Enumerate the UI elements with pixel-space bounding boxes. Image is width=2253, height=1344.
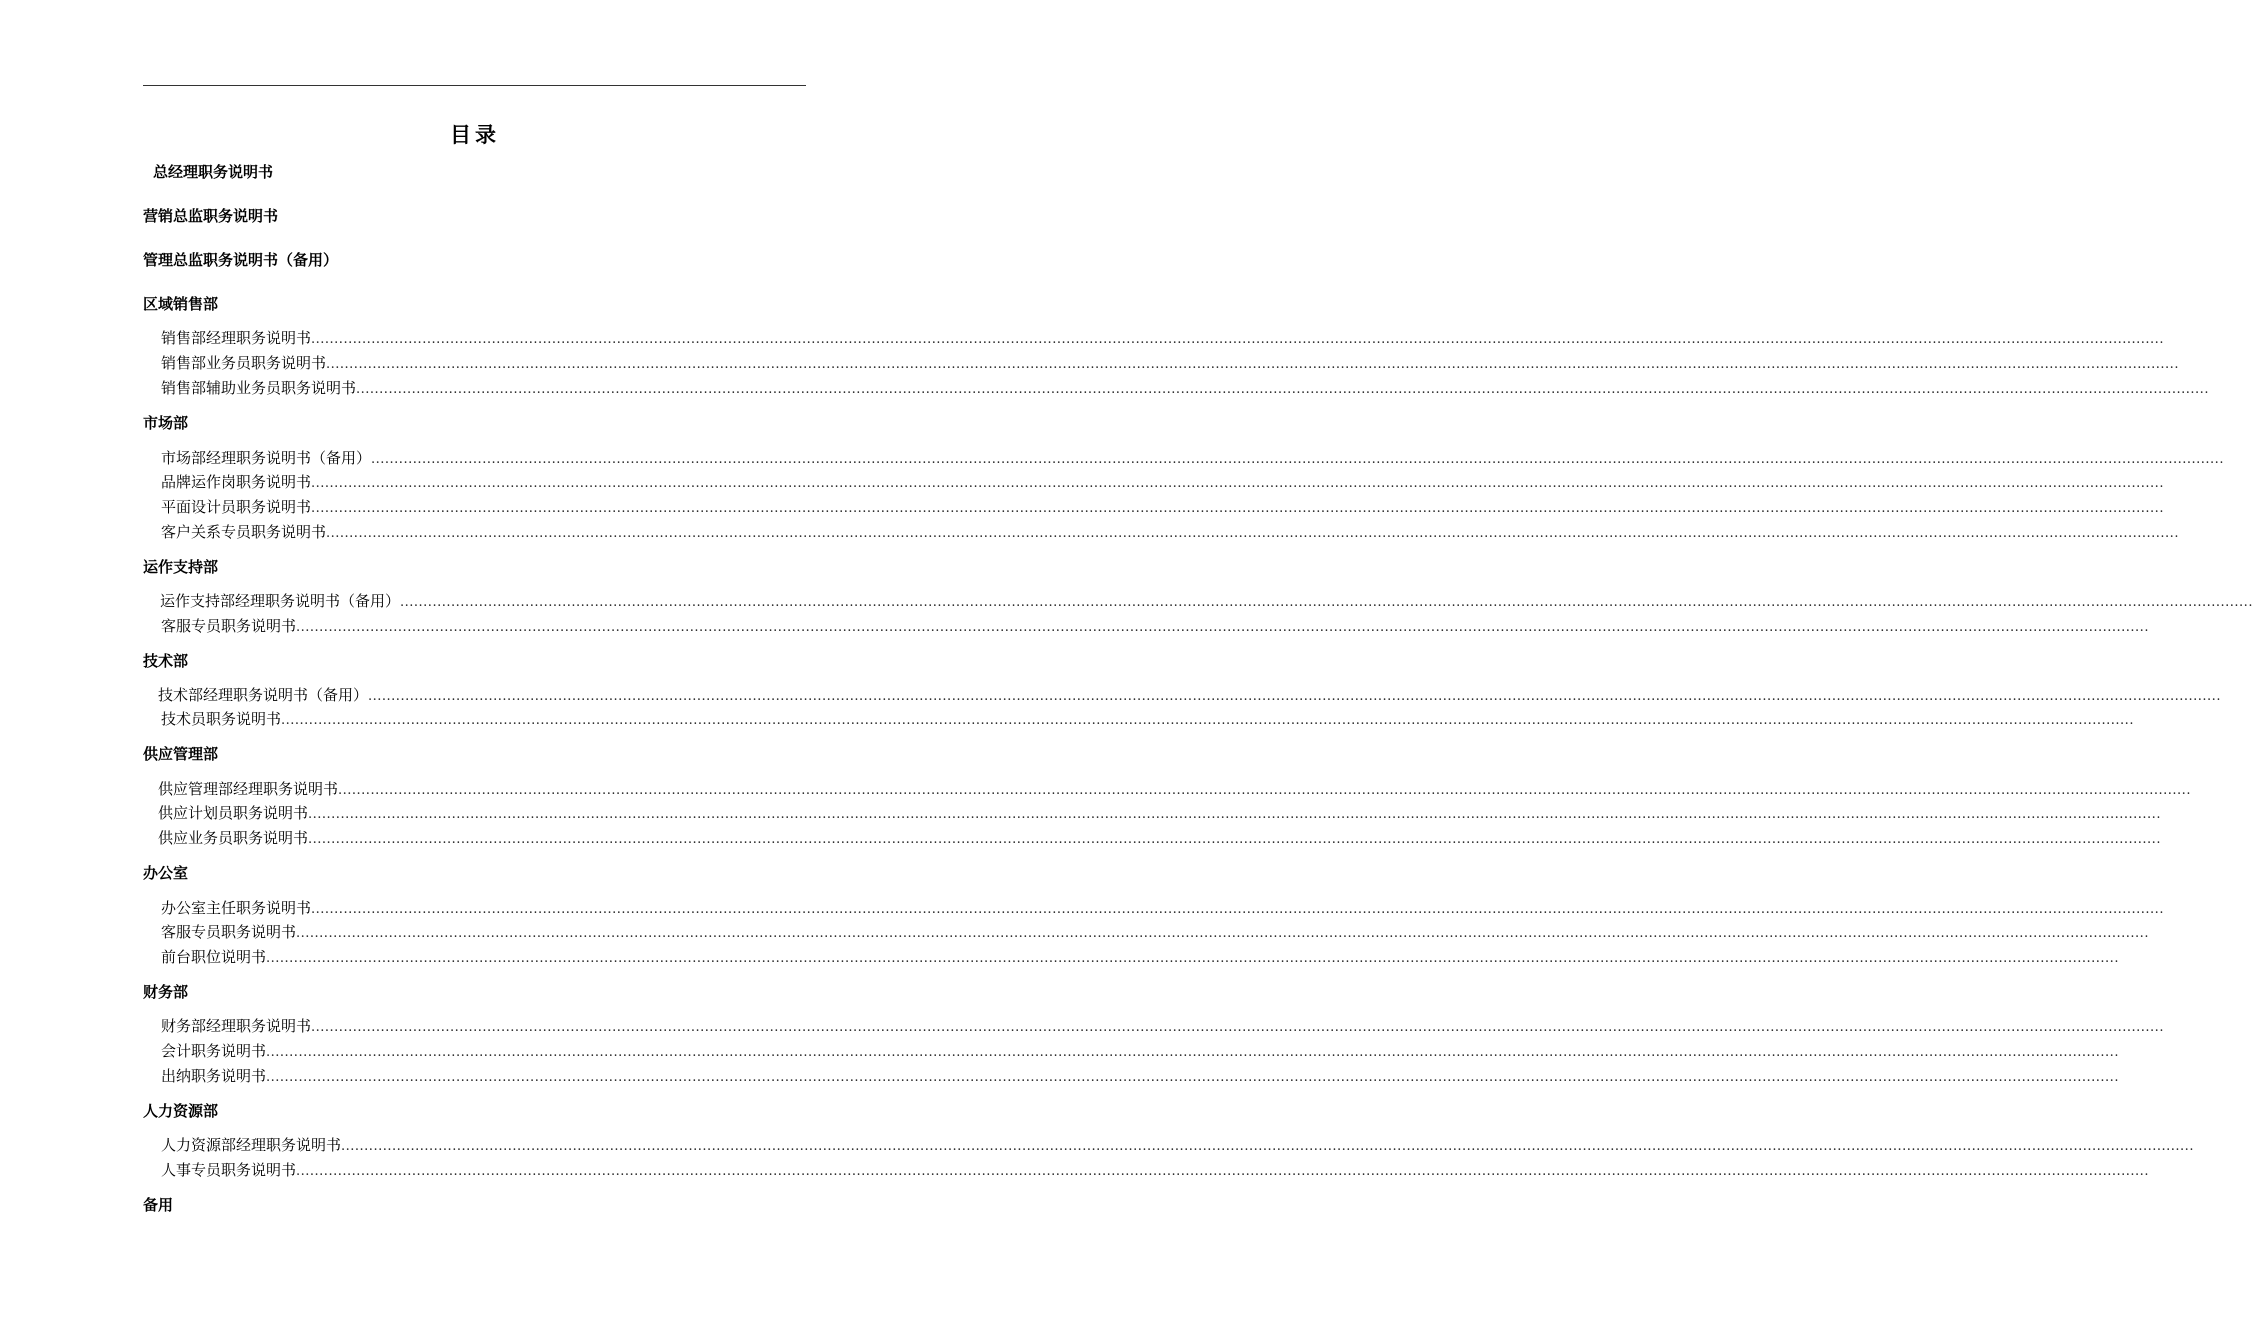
toc-entry[interactable] — [161, 448, 2224, 470]
toc-entry-label: 品牌运作岗职务说明书 — [161, 473, 312, 491]
toc-dot-leader: ................................................................................................................................................................................................................................................................................................................................................................................................................ — [400, 595, 2253, 610]
header-rule — [143, 85, 806, 86]
toc-entry-label: 出纳职务说明书 — [161, 1067, 267, 1085]
toc-section-heading[interactable]: 营销总监职务说明书 — [143, 207, 279, 225]
toc-section-heading[interactable]: 供应管理部 — [143, 745, 219, 763]
toc-entry-label: 会计职务说明书 — [161, 1042, 267, 1060]
toc-entry-label: 销售部辅助业务员职务说明书 — [161, 379, 357, 397]
toc-dot-leader: ................................................................................................................................................................................................................................................................................................................................................................................................................ — [341, 1139, 2194, 1154]
toc-title: 目录 — [450, 123, 500, 147]
toc-entry[interactable] — [161, 1066, 2119, 1088]
toc-entry[interactable] — [160, 591, 2253, 613]
toc-dot-leader: ................................................................................................................................................................................................................................................................................................................................................................................................................ — [356, 382, 2209, 397]
toc-dot-leader: ................................................................................................................................................................................................................................................................................................................................................................................................................ — [266, 1045, 2119, 1060]
toc-section-heading[interactable]: 管理总监职务说明书（备用） — [143, 251, 339, 269]
toc-dot-leader: ................................................................................................................................................................................................................................................................................................................................................................................................................ — [311, 332, 2164, 347]
toc-section-heading[interactable]: 财务部 — [143, 983, 189, 1001]
toc-entry[interactable] — [161, 353, 2179, 375]
toc-section-heading[interactable]: 市场部 — [143, 414, 189, 432]
toc-entry[interactable] — [161, 328, 2164, 350]
toc-section-heading[interactable]: 区域销售部 — [143, 295, 219, 313]
toc-entry-label: 供应业务员职务说明书 — [158, 829, 309, 847]
toc-dot-leader: ................................................................................................................................................................................................................................................................................................................................................................................................................ — [311, 501, 2164, 516]
toc-entry[interactable] — [158, 685, 2221, 707]
toc-entry[interactable] — [161, 947, 2119, 969]
toc-entry-label: 平面设计员职务说明书 — [161, 498, 312, 516]
toc-dot-leader: ................................................................................................................................................................................................................................................................................................................................................................................................................ — [266, 1070, 2119, 1085]
toc-entry-label: 客服专员职务说明书 — [161, 617, 297, 635]
toc-entry-label: 技术部经理职务说明书（备用） — [158, 686, 369, 704]
toc-dot-leader: ................................................................................................................................................................................................................................................................................................................................................................................................................ — [326, 526, 2179, 541]
toc-entry-label: 供应计划员职务说明书 — [158, 804, 309, 822]
toc-entry[interactable] — [158, 803, 2161, 825]
toc-section-heading[interactable]: 备用 — [143, 1196, 174, 1214]
toc-dot-leader: ................................................................................................................................................................................................................................................................................................................................................................................................................ — [308, 832, 2161, 847]
toc-entry-label: 前台职位说明书 — [161, 948, 267, 966]
toc-entry-label: 人力资源部经理职务说明书 — [161, 1136, 342, 1154]
toc-entry-label: 办公室主任职务说明书 — [161, 899, 312, 917]
toc-entry[interactable] — [161, 1016, 2164, 1038]
toc-entry-label: 客服专员职务说明书 — [161, 923, 297, 941]
toc-dot-leader: ................................................................................................................................................................................................................................................................................................................................................................................................................ — [296, 926, 2149, 941]
toc-entry[interactable] — [161, 709, 2134, 731]
toc-entry-label: 销售部经理职务说明书 — [161, 329, 312, 347]
toc-entry[interactable] — [158, 779, 2191, 801]
toc-dot-leader: ................................................................................................................................................................................................................................................................................................................................................................................................................ — [266, 951, 2119, 966]
toc-dot-leader: ................................................................................................................................................................................................................................................................................................................................................................................................................ — [311, 902, 2164, 917]
toc-dot-leader: ................................................................................................................................................................................................................................................................................................................................................................................................................ — [371, 452, 2224, 467]
toc-section-heading[interactable]: 总经理职务说明书 — [153, 163, 274, 181]
toc-entry[interactable] — [161, 922, 2149, 944]
toc-entry-label: 供应管理部经理职务说明书 — [158, 780, 339, 798]
toc-dot-leader: ................................................................................................................................................................................................................................................................................................................................................................................................................ — [326, 357, 2179, 372]
toc-entry-label: 客户关系专员职务说明书 — [161, 523, 327, 541]
toc-section-heading[interactable]: 人力资源部 — [143, 1102, 219, 1120]
toc-entry-label: 技术员职务说明书 — [161, 710, 282, 728]
toc-entry[interactable] — [161, 378, 2209, 400]
toc-entry-label: 市场部经理职务说明书（备用） — [161, 449, 372, 467]
toc-entry[interactable] — [161, 1135, 2194, 1157]
toc-entry-label: 销售部业务员职务说明书 — [161, 354, 327, 372]
toc-section-heading[interactable]: 办公室 — [143, 864, 189, 882]
toc-entry[interactable] — [158, 828, 2161, 850]
toc-entry[interactable] — [161, 898, 2164, 920]
toc-entry[interactable] — [161, 522, 2179, 544]
toc-entry[interactable] — [161, 472, 2164, 494]
toc-entry-label: 人事专员职务说明书 — [161, 1161, 297, 1179]
toc-section-heading[interactable]: 运作支持部 — [143, 558, 219, 576]
toc-dot-leader: ................................................................................................................................................................................................................................................................................................................................................................................................................ — [281, 713, 2134, 728]
toc-dot-leader: ................................................................................................................................................................................................................................................................................................................................................................................................................ — [296, 1164, 2149, 1179]
toc-dot-leader: ................................................................................................................................................................................................................................................................................................................................................................................................................ — [296, 620, 2149, 635]
toc-dot-leader: ................................................................................................................................................................................................................................................................................................................................................................................................................ — [311, 476, 2164, 491]
toc-dot-leader: ................................................................................................................................................................................................................................................................................................................................................................................................................ — [368, 689, 2221, 704]
toc-dot-leader: ................................................................................................................................................................................................................................................................................................................................................................................................................ — [311, 1020, 2164, 1035]
toc-dot-leader: ................................................................................................................................................................................................................................................................................................................................................................................................................ — [308, 807, 2161, 822]
toc-entry[interactable] — [161, 497, 2164, 519]
toc-dot-leader: ................................................................................................................................................................................................................................................................................................................................................................................................................ — [338, 783, 2191, 798]
toc-entry[interactable] — [161, 1041, 2119, 1063]
toc-entry[interactable] — [161, 1160, 2149, 1182]
toc-section-heading[interactable]: 技术部 — [143, 652, 189, 670]
toc-entry-label: 财务部经理职务说明书 — [161, 1017, 312, 1035]
toc-entry-label: 运作支持部经理职务说明书（备用） — [160, 592, 401, 610]
toc-entry[interactable] — [161, 616, 2149, 638]
